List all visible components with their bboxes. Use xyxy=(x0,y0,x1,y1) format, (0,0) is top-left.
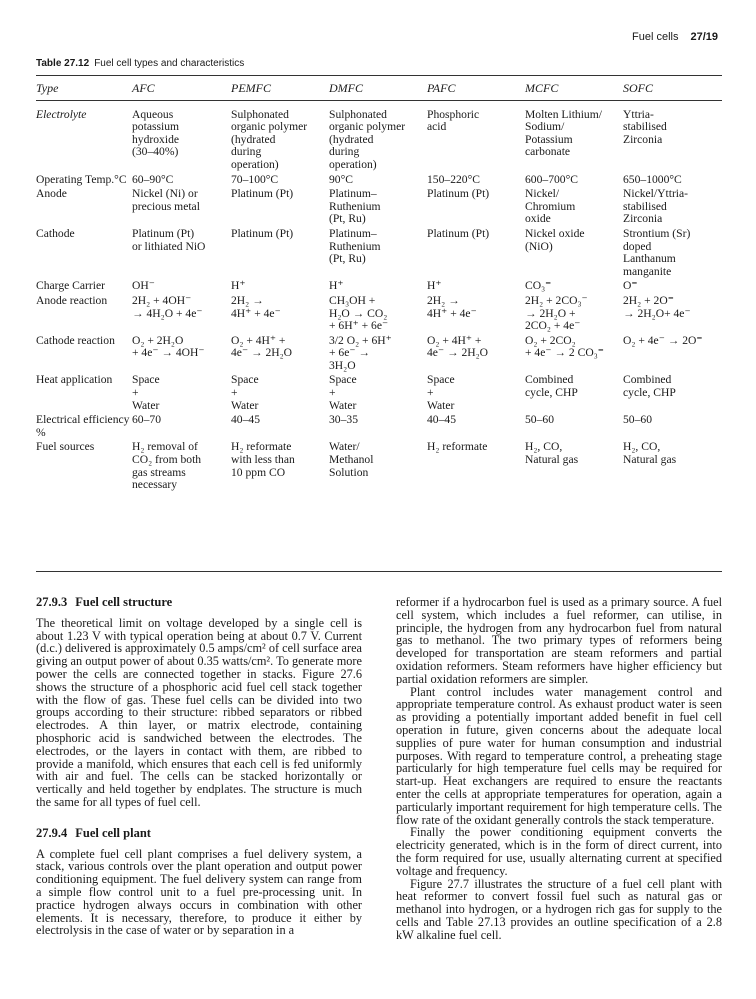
table-cell: O₂ + 4H⁺ + 4e⁻ → 2H₂O xyxy=(427,333,489,360)
body-paragraph: A complete fuel cell plant comprises a fuel delivery system, a stack, various controls over the plant operation and output power conditioning equipment. The fuel delivery system can range from a simple flow control unit to a fuel pre-processing unit. In practice hydrogen always occurs in combination with other elements. It is necessary, therefore, to produce it either by electrolysis in the case of water or by separation in a xyxy=(36,846,362,938)
table-cell: Yttria- stabilised Zirconia xyxy=(623,107,667,146)
table-cell: 30–35 xyxy=(329,413,358,427)
row-label: Cathode reaction xyxy=(36,333,115,347)
table-cell: Nickel (Ni) or precious metal xyxy=(132,187,200,213)
table-header-cell: AFC xyxy=(132,81,155,95)
table-cell: Nickel/ Chromium oxide xyxy=(525,187,576,226)
running-head-title: Fuel cells xyxy=(632,31,679,43)
table-cell: O₂ + 4H⁺ + 4e⁻ → 2H₂O xyxy=(231,333,293,360)
table-cell: 90°C xyxy=(329,172,353,186)
table-caption-text: Fuel cell types and characteristics xyxy=(94,58,245,69)
table-cell: Aqueous potassium hydroxide (30–40%) xyxy=(132,107,180,159)
body-paragraph: Finally the power conditioning equipment converts the electricity generated, which is in the form of direct current, into the form required for use, usually alternating current at specified voltage and frequency. xyxy=(396,825,722,878)
table-cell: O₂ + 2H₂O + 4e⁻ → 4OH⁻ xyxy=(132,333,205,360)
table-cell: 2H₂ + 2O⁼ → 2H₂O+ 4e⁻ xyxy=(623,293,691,320)
table-cell: H₂ reformate with less than 10 ppm CO xyxy=(231,440,295,479)
table-cell: Platinum– Ruthenium (Pt, Ru) xyxy=(329,226,381,266)
row-label: Electrolyte xyxy=(36,107,87,121)
table-cell: 60–90°C xyxy=(132,172,174,186)
table-row xyxy=(36,293,722,333)
table-cell: Platinum (Pt) or lithiated NiO xyxy=(132,226,206,253)
table-row xyxy=(36,412,722,439)
table-header-cell: DMFC xyxy=(329,81,363,95)
fuel-cell-table xyxy=(36,81,722,492)
table-cell: Platinum (Pt) xyxy=(427,187,490,201)
table-header-cell: Type xyxy=(36,81,59,95)
table-cell: Phosphoric acid xyxy=(427,107,480,134)
table-cell: Combined cycle, CHP xyxy=(525,373,578,400)
table-row xyxy=(36,439,722,491)
table-cell: Strontium (Sr) doped Lanthanum manganite xyxy=(623,226,691,278)
table-cell: 650–1000°C xyxy=(623,172,682,186)
table-cell: 3/2 O₂ + 6H⁺ + 6e⁻ → 3H₂O xyxy=(329,333,392,372)
table-cell: Space + Water xyxy=(231,373,259,412)
table-cell: Nickel oxide (NiO) xyxy=(525,226,585,253)
table-cell: H₂, CO, Natural gas xyxy=(525,440,579,467)
table-row xyxy=(36,186,722,226)
table-cell: Space + Water xyxy=(329,373,357,412)
section-title: Fuel cell plant xyxy=(75,825,151,840)
running-head xyxy=(632,31,718,43)
table-row xyxy=(36,172,722,187)
table-cell: 40–45 xyxy=(427,413,456,427)
table-cell: H⁺ xyxy=(329,279,344,293)
table-cell: H₂ removal of CO₂ from both gas streams necessary xyxy=(132,440,202,492)
table-number: Table 27.12 xyxy=(36,58,90,69)
right-column xyxy=(396,596,722,942)
table-bottom-rule xyxy=(36,571,722,572)
table-cell: Space + Water xyxy=(427,373,455,412)
table-header-row xyxy=(36,81,722,100)
row-label: Cathode xyxy=(36,226,75,240)
table-cell: Platinum (Pt) xyxy=(427,226,490,240)
body-paragraph: reformer if a hydrocarbon fuel is used as a primary source. A fuel cell system, which includes a fuel reformer, can utilise, in principle, the hydrogen from any hydrocarbon fuel from natural gas to methanol. The two primary types of reformers being developed for transportation are steam reformers and partial oxidation reformers. Steam reformers have higher efficiency but partial oxidation reformers are simpler. xyxy=(396,595,722,686)
table-cell: O₂ + 4e⁻ → 2O⁼ xyxy=(623,333,703,347)
section-number: 27.9.4 xyxy=(36,825,68,840)
table-row xyxy=(36,278,722,293)
table-cell: 60–70 xyxy=(132,413,161,427)
table-row xyxy=(36,333,722,373)
table-cell: CH₃OH + H₂O → CO₂ + 6H⁺ + 6e⁻ xyxy=(329,293,389,333)
section-number: 27.9.3 xyxy=(36,595,68,609)
body-paragraph: Plant control includes water management control and appropriate temperature control. As exhaust product water is seen as providing a potentially important added benefit in fuel cell operation in future, given concerns about the adequate local supplies of pure water for human consumption and industrial purposes. With regard to temperature control, a preheating stage particularly for high temperature fuel cells may be required for start-up. Heat exchangers are required to ensure the reactants enter the cells at appropriate temperatures for operation, again a particularly important requirement for high temperature cells. The flow rate of the oxidant generally controls the stack temperature. xyxy=(396,684,722,827)
table-row xyxy=(36,372,722,412)
page-number: 27/19 xyxy=(690,31,718,43)
table-cell: 150–220°C xyxy=(427,172,480,186)
row-label: Operating Temp.°C xyxy=(36,172,127,186)
table-cell: H₂ reformate xyxy=(427,440,488,454)
table-cell: Sulphonated organic polymer (hydrated during operation) xyxy=(329,107,406,171)
table-cell: O₂ + 2CO₂ + 4e⁻ → 2 CO₃⁼ xyxy=(525,333,604,360)
body-paragraph: The theoretical limit on voltage developed by a single cell is about 1.23 V with typical operation being at about 0.7 V. Current (d.c.) delivered is approximately 0.5 amps/cm² of cell surface area giving an output power of about 0.35 watts/cm². To generate more power the cells are connected together in stacks. Figure 27.6 shows the structure of a phosphoric acid fuel cell stack together with the flow of gas. These fuel cells can be divided into two groups according to their structure: ribbed separators or ribbed electrodes. A thin layer, or matrix electrode, containing phosphoric acid is sandwiched between the electrodes. The electrodes, or the layers in contact with them, are ribbed to provide a manifold, which ensures that each cell is fed uniformly with air and fuel. The cells can be stacked horizontally or vertically and held together by endplates. The structure is much the same for all types of fuel cell. xyxy=(36,615,362,809)
table-cell: Space + Water xyxy=(132,373,160,412)
table-cell: Nickel/Yttria- stabilised Zirconia xyxy=(623,187,689,226)
row-label: Charge Carrier xyxy=(36,279,105,293)
row-label: Anode xyxy=(36,187,67,201)
table-cell: Platinum– Ruthenium (Pt, Ru) xyxy=(329,187,381,226)
row-label: Electrical efficiency % xyxy=(36,413,130,439)
row-label: Heat application xyxy=(36,373,113,387)
table-cell: Molten Lithium/ Sodium/ Potassium carbonate xyxy=(525,107,602,159)
table-cell: Sulphonated organic polymer (hydrated during operation) xyxy=(231,107,308,171)
table-caption xyxy=(36,58,244,69)
table-cell: Water/ Methanol Solution xyxy=(329,440,374,479)
table-cell: 2H₂ + 4OH⁻ → 4H₂O + 4e⁻ xyxy=(132,293,203,320)
table-header-cell: MCFC xyxy=(525,81,559,95)
table-header-cell: PEMFC xyxy=(231,81,271,95)
section-title: Fuel cell structure xyxy=(75,595,173,609)
table-cell: 600–700°C xyxy=(525,172,578,186)
table-cell: Platinum (Pt) xyxy=(231,226,294,240)
row-label: Fuel sources xyxy=(36,440,95,454)
table-cell: OH⁻ xyxy=(132,279,155,293)
table-header-cell: PAFC xyxy=(427,81,456,95)
table-cell: 2H₂ → 4H⁺ + 4e⁻ xyxy=(427,293,477,320)
table-top-rule xyxy=(36,75,722,76)
table-cell: 70–100°C xyxy=(231,172,279,186)
section-heading xyxy=(36,596,362,609)
table-cell: CO₃⁼ xyxy=(525,279,552,293)
table-row xyxy=(36,226,722,278)
table-cell: 40–45 xyxy=(231,413,260,427)
table-cell: 2H₂ → 4H⁺ + 4e⁻ xyxy=(231,293,281,320)
table-cell: 50–60 xyxy=(525,413,554,427)
table-cell: H⁺ xyxy=(427,279,442,293)
table-cell: Combined cycle, CHP xyxy=(623,373,676,400)
table-row xyxy=(36,100,722,172)
table-cell: 2H₂ + 2CO₃⁻ → 2H₂O + 2CO₂ + 4e⁻ xyxy=(525,293,588,333)
table-body xyxy=(36,100,722,492)
table-cell: O⁼ xyxy=(623,279,638,293)
table-cell: H⁺ xyxy=(231,279,246,293)
section-heading xyxy=(36,827,362,840)
table-cell: Platinum (Pt) xyxy=(231,187,294,201)
body-paragraph: Figure 27.7 illustrates the structure of a fuel cell plant with heat reformer to convert fossil fuel such as natural gas or methanol into hydrogen, or a hydrogen rich gas for supply to the cells and Table 27.13 provides an outline specification of a 2.8 kW alkaline fuel cell. xyxy=(396,876,722,942)
left-column xyxy=(36,596,362,937)
table-cell: H₂, CO, Natural gas xyxy=(623,440,677,467)
table-header-cell: SOFC xyxy=(623,81,653,95)
table-cell: 50–60 xyxy=(623,413,652,427)
row-label: Anode reaction xyxy=(36,293,108,307)
